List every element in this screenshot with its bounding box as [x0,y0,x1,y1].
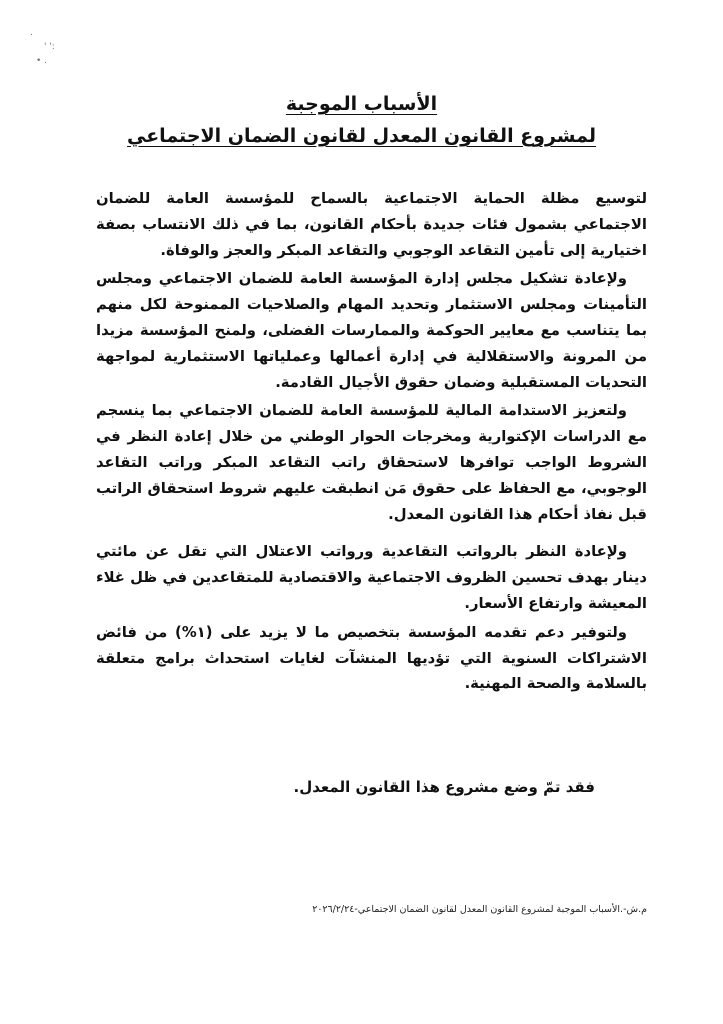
paragraph-pension-review: ولإعادة النظر بالرواتب التقاعدية ورواتب الاعتلال التي تقل عن مائتي دينار بهدف تحسين الظروف الاجتماعية والاقتصادية للمتقاعدين في ظل غلاء المعيشة وارتفاع الأسعار. [96,543,647,612]
document-subtitle: لمشروع القانون المعدل لقانون الضمان الاجتماعي [126,125,597,147]
paragraph-financial-sustainability: ولتعزيز الاستدامة المالية للمؤسسة العامة للضمان الاجتماعي بما ينسجم مع الدراسات الإكتوارية ومخرجات الحوار الوطني من خلال إعادة النظر في الشروط الواجب توافرها لاستحقاق راتب التقاعد المبكر وراتب التقاعد الوجوبي، مع الحفاظ على حقوق مَن انطبقت عليهم شروط استحقاق الراتب قبل نفاذ أحكام هذا القانون المعدل. [96,402,647,523]
document-footer: م.ش-.الأسباب الموجبة لمشروع القانون المعدل لقانون الضمان الاجتماعي-٢٠٢٦/٢/٢٤ [312,904,647,915]
document-body [96,186,647,700]
scan-mark: ' ': [44,42,55,52]
document-title-block [100,88,623,152]
document-conclusion: فقد تمّ وضع مشروع هذا القانون المعدل. [293,778,595,796]
scan-mark: . [30,28,33,38]
scan-mark: • . [36,56,48,66]
paragraph-occupational-safety: ولتوفير دعم تقدمه المؤسسة بتخصيص ما لا يزيد على (١%) من فائض الاشتراكات السنوية التي تؤديها المنشآت لغايات استحداث برامج متعلقة بالسلامة والصحة المهنية. [96,623,647,693]
document-title: الأسباب الموجبة [285,93,438,115]
paragraph-board-restructuring: ولإعادة تشكيل مجلس إدارة المؤسسة العامة للضمان الاجتماعي ومجلس التأمينات ومجلس الاستثمار وتحديد المهام والصلاحيات الممنوحة لكل منهم بما يتناسب مع معايير الحوكمة والممارسات الفضلى، ولمنح المؤسسة مزيدا من المرونة والاستقلالية في إدارة أعمالها وعملياتها الاستثمارية لمواجهة التحديات المستقبلية وضمان حقوق الأجيال القادمة. [96,270,647,391]
scan-artifact-marks [30,26,80,76]
paragraph-social-protection: لتوسيع مظلة الحماية الاجتماعية بالسماح للمؤسسة العامة للضمان الاجتماعي بشمول فئات جديدة بأحكام القانون، بما في ذلك الانتساب بصفة اختيارية إلى تأمين التقاعد الوجوبي والتقاعد المبكر والعجز والوفاة. [96,190,647,259]
